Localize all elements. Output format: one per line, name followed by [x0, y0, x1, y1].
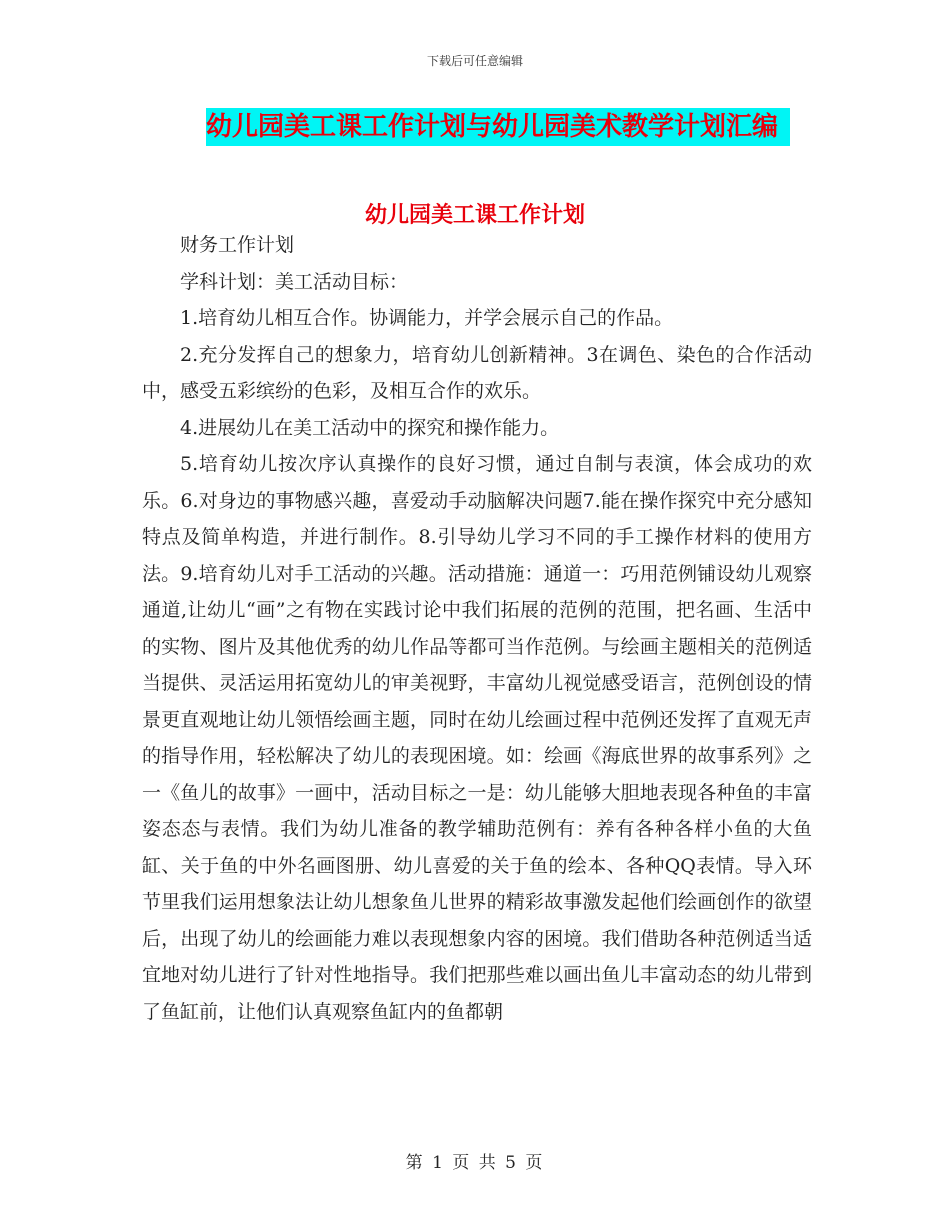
paragraph: 财务工作计划 — [180, 234, 295, 256]
paragraph: 4.进展幼儿在美工活动中的探究和操作能力。 — [180, 416, 560, 439]
paragraph: 1.培育幼儿相互合作。协调能力，并学会展示自己的作品。 — [180, 307, 674, 329]
paragraph: 5.培育幼儿按次序认真操作的良好习惯，通过自制与表演，体会成功的欢乐。6.对身边的事物感兴趣，喜爱动手动脑解决问题7.能在操作探究中充分感知特点及简单构造，并进行制作。8.引导幼儿学习不同的手工操作材料的使用方法。9.培育幼儿对手工活动的兴趣。活动措施：通道一：巧用范例铺设幼儿观察通道,让幼儿“画”之有物在实践讨论中我们拓展的范例的范围，把名画、生活中的实物、图片及其他优秀的幼儿作品等都可当作范例。与绘画主题相关的范例适当提供、灵活运用拓宽幼儿的审美视野，丰富幼儿视觉感受语言，范例创设的情景更直观地让幼儿领悟绘画主题，同时在幼儿绘画过程中范例还发挥了直观无声的指导作用，轻松解决了幼儿的表现困境。如：绘画《海底世界的故事系列》之一《鱼儿的故事》一画中，活动目标之一是：幼儿能够大胆地表现各种鱼的丰富姿态态与表情。我们为幼儿准备的教学辅助范例有：养有各种各样小鱼的大鱼缸、关于鱼的中外名画图册、幼儿喜爱的关于鱼的绘本、各种QQ表情。导入环节里我们运用想象法让幼儿想象鱼儿世界的精彩故事激发起他们绘画创作的欲望后，出现了幼儿的绘画能力难以表现想象内容的困境。我们借助各种范例适当适宜地对幼儿进行了针对性地指导。我们把那些难以画出鱼儿丰富动态的幼儿带到了鱼缸前，让他们认真观察鱼缸内的鱼都朝 — [142, 453, 812, 1023]
page-header-note: 下载后可任意编辑 — [426, 54, 523, 68]
paragraph: 学科计划：美工活动目标： — [180, 270, 409, 293]
paragraph: 2.充分发挥自己的想象力，培育幼儿创新精神。3在调色、染色的合作活动中，感受五彩缤纷的色彩，及相互合作的欢乐。 — [142, 343, 812, 402]
document-title: 幼儿园美工课工作计划与幼儿园美术教学计划汇编 — [206, 108, 790, 146]
section-title: 幼儿园美工课工作计划 — [364, 203, 585, 228]
page-number: 第 1 页 共 5 页 — [405, 1153, 545, 1173]
document-body — [142, 227, 812, 1030]
